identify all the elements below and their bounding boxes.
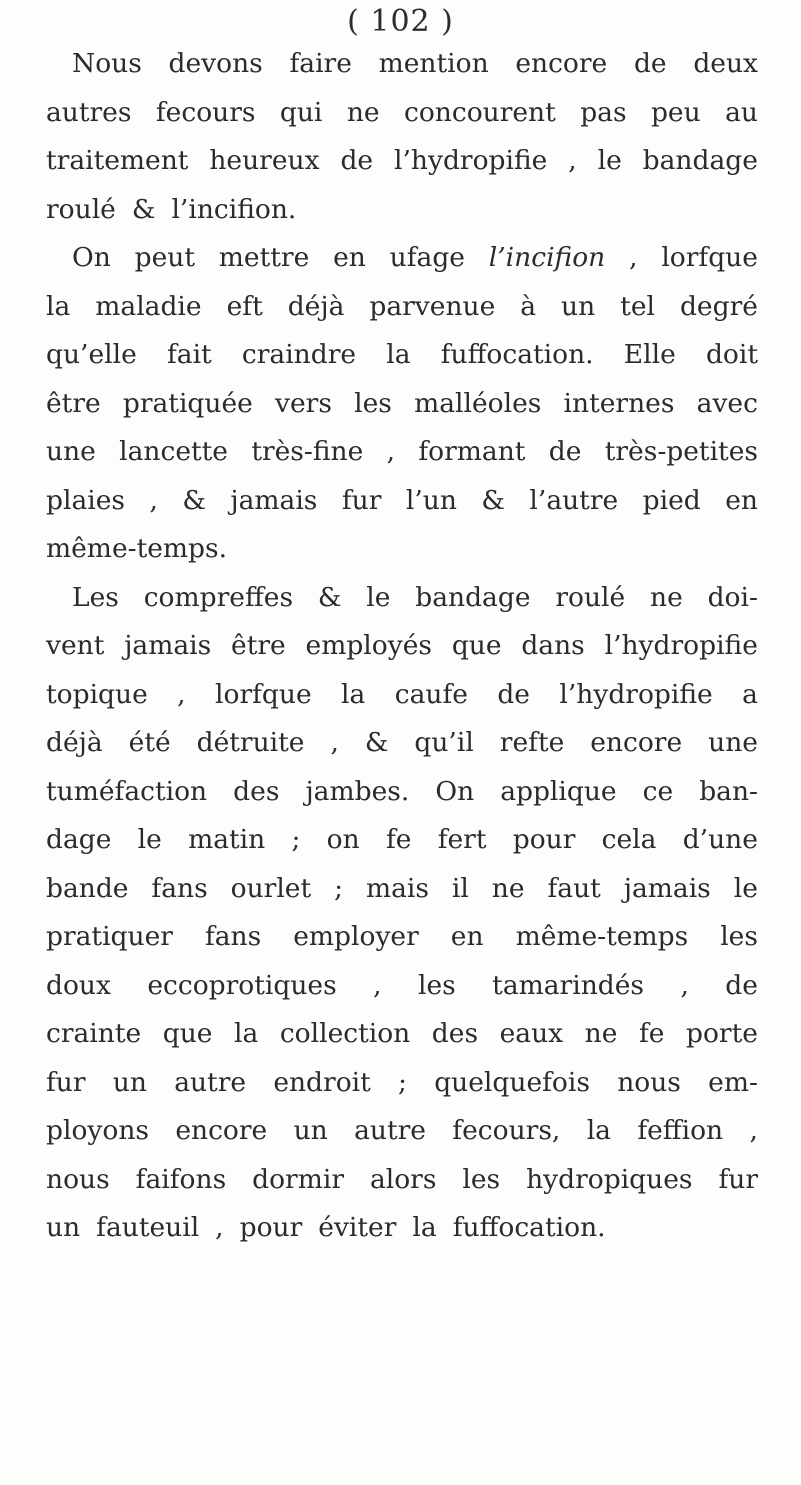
word: bandage (642, 145, 758, 176)
word: caufe (394, 678, 468, 710)
word: dage (46, 824, 112, 855)
word: internes (563, 387, 675, 419)
word: , (373, 969, 382, 1001)
word: déjà (46, 727, 103, 758)
word: il (451, 872, 469, 904)
word: doux (46, 969, 111, 1001)
word: ; (291, 824, 301, 855)
word: l’incifion. (171, 193, 297, 225)
word: encore (515, 48, 608, 79)
word: à (520, 290, 537, 322)
word: , (330, 727, 339, 758)
word: la (386, 339, 411, 370)
word: encore (590, 727, 683, 758)
word: jamais (623, 872, 711, 904)
word: & (481, 484, 505, 516)
word: dormir (252, 1163, 344, 1195)
word: a (742, 678, 758, 710)
word: fecours (155, 96, 256, 128)
word: degré (679, 290, 758, 322)
word: cela (601, 824, 657, 855)
word: Elle (623, 339, 676, 370)
word: les (462, 1163, 501, 1195)
word: faut (547, 872, 601, 904)
text-line (46, 1156, 758, 1205)
word: des (431, 1018, 479, 1049)
word: craindre (241, 339, 357, 370)
word: une (46, 436, 96, 467)
body-text (46, 40, 758, 1253)
word: maladie (95, 290, 202, 322)
word: eft (226, 290, 263, 322)
word: un (561, 290, 596, 322)
word: ; (398, 1066, 407, 1098)
word: em- (708, 1066, 758, 1098)
word: & (317, 581, 342, 613)
word: au (725, 96, 758, 128)
word: collection (279, 1018, 411, 1049)
word: de (725, 969, 758, 1001)
word: refte (499, 727, 565, 758)
text-line (46, 283, 758, 332)
word: concourent (403, 96, 556, 128)
text-line (46, 137, 758, 186)
word: un (46, 1212, 81, 1243)
word: faifons (135, 1163, 227, 1195)
word: matin (188, 824, 266, 855)
word: feffion (637, 1115, 724, 1146)
word: on (326, 824, 360, 855)
text-line (46, 186, 758, 235)
word: fuffocation. (452, 1212, 606, 1243)
word: que (451, 630, 502, 661)
word: mettre (218, 242, 310, 273)
word: tel (620, 290, 655, 322)
word: éviter (318, 1212, 397, 1243)
word: ne (650, 581, 683, 613)
word: bande (46, 872, 129, 904)
word: & (131, 193, 156, 225)
word: crainte (46, 1018, 142, 1049)
word: ufage (389, 242, 465, 273)
word: été (128, 727, 171, 758)
text-line (46, 1204, 758, 1253)
word: même-temps (515, 921, 689, 952)
word: , (177, 678, 186, 710)
word: doi- (707, 581, 758, 613)
word: , (149, 484, 158, 516)
word: ourlet (230, 872, 312, 904)
word: bandage (415, 581, 531, 613)
word: fur (718, 1163, 758, 1195)
word: eaux (499, 1018, 564, 1049)
word: fecours, (452, 1115, 561, 1146)
word: plaies (46, 484, 125, 516)
text-line (46, 816, 758, 865)
word: porte (685, 1018, 758, 1049)
word: parvenue (369, 290, 496, 322)
word: ne (346, 96, 380, 128)
word: tuméfaction (46, 775, 208, 807)
text-line (46, 962, 758, 1011)
text-line (46, 234, 758, 283)
word: roulé (46, 193, 116, 225)
word: faire (289, 48, 352, 79)
word: le (733, 872, 758, 904)
word: l’hydropifie (394, 145, 548, 176)
page-number: ( 102 ) (347, 4, 454, 39)
word: fur (46, 1066, 86, 1098)
word: nous (46, 1163, 110, 1195)
word: roulé (555, 581, 626, 613)
word: jambes. (305, 775, 410, 807)
word: peu (650, 96, 701, 128)
text-line (46, 768, 758, 817)
word: ; (334, 872, 344, 904)
word: en (725, 484, 758, 516)
word: détruite (196, 727, 305, 758)
word: que (162, 1018, 213, 1049)
word: fuffocation. (440, 339, 594, 370)
word: le (597, 145, 622, 176)
word: ne (584, 1018, 618, 1049)
word: fans (151, 872, 208, 904)
word: ce (642, 775, 674, 807)
word: même-temps. (46, 533, 228, 564)
word: lorfque (661, 242, 758, 273)
word: Nous (72, 48, 142, 79)
word: autre (354, 1115, 426, 1146)
word: , (629, 242, 638, 273)
word: de (340, 145, 374, 176)
text-line (46, 719, 758, 768)
word: autres (46, 96, 132, 128)
word: les (417, 969, 456, 1001)
word: , (680, 969, 689, 1001)
word: l’incifion (488, 242, 606, 273)
text-line (46, 380, 758, 429)
word: & (364, 727, 389, 758)
text-line (46, 1010, 758, 1059)
word: très-fine (251, 436, 364, 467)
word: devons (168, 48, 263, 79)
text-line (46, 525, 758, 574)
word: les (354, 387, 392, 419)
word: les (720, 921, 758, 952)
word: formant (418, 436, 526, 467)
word: la (234, 1018, 259, 1049)
word: très-petites (604, 436, 758, 467)
word: fans (204, 921, 262, 952)
text-line (46, 1107, 758, 1156)
word: fert (437, 824, 487, 855)
word: eccoprotiques (147, 969, 337, 1001)
word: , (215, 1212, 224, 1243)
word: ban- (699, 775, 758, 807)
word: en (333, 242, 366, 273)
word: jamais (230, 484, 318, 516)
word: pratiquer (46, 921, 173, 952)
word: déjà (287, 290, 345, 322)
word: une (708, 727, 758, 758)
word: employés (305, 630, 432, 661)
word: peut (134, 242, 195, 273)
word: le (137, 824, 162, 855)
word: pour (512, 824, 576, 855)
word: compreffes (143, 581, 294, 613)
word: un (112, 1066, 147, 1098)
word: la (586, 1115, 611, 1146)
word: qui (279, 96, 323, 128)
word: fe (638, 1018, 665, 1049)
word: vent (46, 630, 105, 661)
word: d’une (682, 824, 758, 855)
word: lancette (119, 436, 228, 467)
word: fait (166, 339, 212, 370)
word: être (46, 387, 101, 419)
word: un (293, 1115, 328, 1146)
text-line (46, 622, 758, 671)
word: l’un (405, 484, 457, 516)
word: fur (341, 484, 382, 516)
word: , (568, 145, 577, 176)
word: On (435, 775, 475, 807)
word: de (497, 678, 530, 710)
word: Les (72, 581, 119, 613)
word: autre (174, 1066, 247, 1098)
word: ne (491, 872, 525, 904)
word: pour (239, 1212, 303, 1243)
word: de (548, 436, 582, 467)
word: alors (369, 1163, 437, 1195)
word: vers (275, 387, 332, 419)
word: mention (378, 48, 489, 79)
word: jamais (124, 630, 212, 661)
text-line (46, 428, 758, 477)
word: deux (693, 48, 758, 79)
word: traitement (46, 145, 189, 176)
word: en (450, 921, 484, 952)
text-line (46, 1059, 758, 1108)
word: On (72, 242, 111, 273)
word: de (633, 48, 667, 79)
word: ployons (46, 1115, 149, 1146)
word: dans (521, 630, 585, 661)
text-line (46, 331, 758, 380)
text-line (46, 477, 758, 526)
text-line (46, 913, 758, 962)
word: des (233, 775, 280, 807)
word: fauteuil (96, 1212, 200, 1243)
word: qu’il (414, 727, 474, 758)
word: topique (46, 678, 148, 710)
word: l’hydropifie (604, 630, 758, 661)
word: encore (175, 1115, 268, 1146)
word: heureux (209, 145, 320, 176)
text-line (46, 671, 758, 720)
word: hydropiques (526, 1163, 693, 1195)
text-line (46, 574, 758, 623)
text-line (46, 40, 758, 89)
text-line (46, 865, 758, 914)
word: la (341, 678, 366, 710)
word: fe (385, 824, 412, 855)
word: l’hydropifie (559, 678, 713, 710)
word: la (46, 290, 71, 322)
word: avec (696, 387, 758, 419)
word: être (231, 630, 286, 661)
word: pratiquée (122, 387, 253, 419)
word: & (182, 484, 206, 516)
word: doit (705, 339, 758, 370)
word: pied (642, 484, 701, 516)
word: qu’elle (46, 339, 137, 370)
word: applique (500, 775, 617, 807)
word: le (366, 581, 391, 613)
word: , (386, 436, 396, 467)
word: endroit (273, 1066, 371, 1098)
word: pas (580, 96, 627, 128)
word: quelquefois (434, 1066, 590, 1098)
word: lorfque (215, 678, 312, 710)
word: malléoles (414, 387, 542, 419)
word: , (749, 1115, 758, 1146)
word: tamarindés (492, 969, 645, 1001)
word: nous (617, 1066, 681, 1098)
word: mais (365, 872, 429, 904)
word: la (412, 1212, 437, 1243)
word: employer (293, 921, 419, 952)
word: l’autre (529, 484, 619, 516)
text-line (46, 89, 758, 138)
